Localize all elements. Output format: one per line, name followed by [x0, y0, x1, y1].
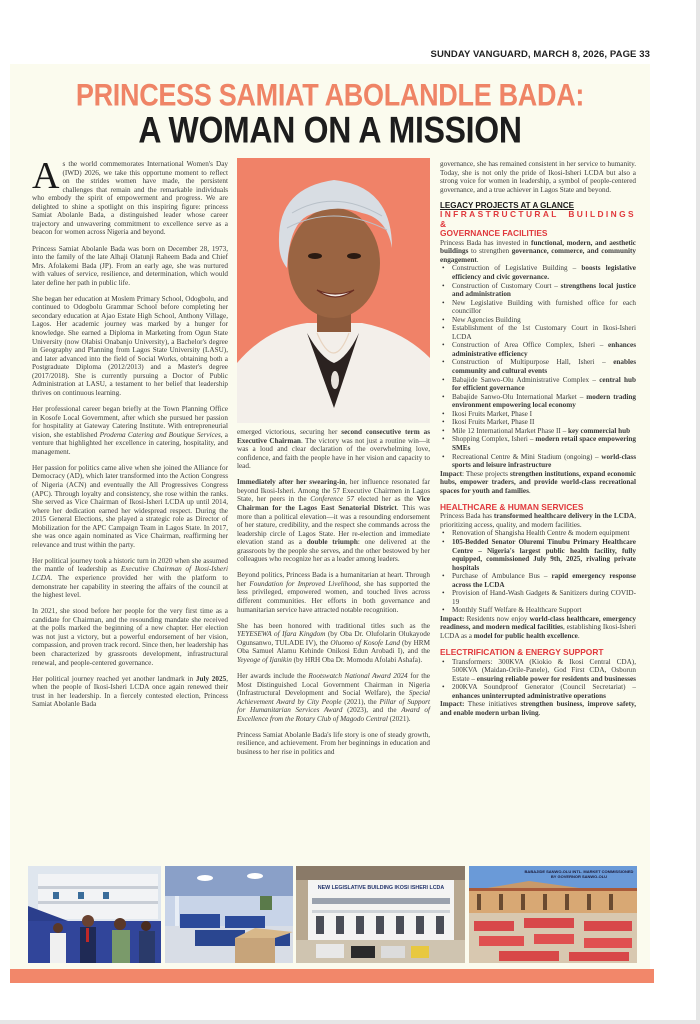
masthead: SUNDAY VANGUARD, MARCH 8, 2026, PAGE 33: [430, 49, 650, 60]
paragraph: [237, 478, 430, 563]
building-sign: NEW LEGISLATIVE BUILDING IKOSI ISHERI LCDA: [310, 883, 452, 894]
item-text: Renovation of Shangisha Health Centre & modern equipment: [452, 529, 630, 538]
energy-heading: ELECTRIFICATION & ENERGY SUPPORT: [440, 647, 604, 658]
paragraph-text: , she has supported the less privileged, empowered women, and touched lives across different communities. Her efforts in both governance and humanitarian service have attracted notable recognition.: [237, 579, 430, 614]
list-item: [452, 299, 636, 316]
bold-phrase: strengthen business, improve safety, and enable modern urban living: [440, 700, 636, 717]
list-item: [452, 658, 636, 684]
paragraph-text: (by HRM Oba Samuel Alamu Kehinde Onikosi Edun Arobadi I), and the: [237, 638, 430, 656]
paragraph-text: , a venture that highlighted her excellence in catering, hospitality, and management.: [32, 430, 228, 456]
bold-phrase: Vice Chairman for the Lagos East Senatorial District: [237, 495, 430, 512]
paragraph-text: : one delivered at the grassroots by the people she serves, and the other bestowed by her colleagues who recognize her as a leader among leaders.: [237, 538, 430, 564]
page-edge: [696, 0, 700, 1024]
photo-caption: BABAJIDE SANWO-OLU INTL. MARKET COMMISSIONED BY GOVERNOR SANWO-OLU: [524, 869, 634, 879]
healthcare-intro: [440, 512, 636, 529]
paragraph-text: , her influence resonated far beyond Ikosi-Isheri. Among the 57 Executive Chairmen in Lagos State, her peers in the: [237, 478, 431, 504]
item-text: 200KVA Soundproof Generator (Council Secretariat) –: [452, 683, 636, 692]
item-text: Construction of Area Office Complex, Isheri –: [452, 341, 609, 350]
list-item: [452, 453, 636, 470]
item-benefit: ensuring reliable power for residents and businesses: [476, 674, 636, 683]
paragraph-text: . This was more than a political elevation—it was a resounding endorsement of her stature, credibility, and the respect she commands across the leadership circle of Lagos State. Her re-election and immediate elevation stand as a: [237, 503, 430, 547]
item-text: Shopping Complex, Isheri –: [452, 435, 536, 444]
impact-label: Impact:: [440, 700, 465, 709]
italic-phrase: Special Achievement Award by City People: [237, 689, 430, 706]
italic-phrase: Oluomo of Kosofe Land: [330, 638, 400, 647]
list-item: [452, 316, 636, 325]
paragraph-text: Her awards include the: [237, 672, 309, 681]
paragraph-text: (by HRH Oba Dr. Momodu Afolabi Ashafa).: [291, 655, 423, 664]
item-benefit: enhances administrative efficiency: [452, 341, 636, 358]
impact-text: : These projects: [461, 469, 510, 478]
paragraph-text: s the world commemorates International Women's Day (IWD) 2026, we take this opportune moment to reflect on the strides women have made, the persistent challenges that remain and the remarkable individuals who embody the spirit of empowerment and progress. We are delighted to shine a spotlight on this inspiring figure: princess Samiat Abolanle Bada, a distinguished leader whose career trajectory and unwavering commitment to excellence serve as a beacon for women across Nigeria and beyond.: [32, 160, 228, 237]
bold-phrase: governance, commerce, and community engagement: [440, 247, 636, 264]
paragraph-text: elected her as the: [354, 495, 417, 504]
paragraph-text: Beyond politics, Princess Bada is a humanitarian at heart. Through her: [237, 571, 430, 588]
paragraph: governance, she has remained consistent in her service to humanity. Today, she is not only the pride of Ikosi-Isheri LCDA but also a strong voice for women in leadership, a symbol of people-centered governance, and a true achiever in Lagos State and beyond.: [440, 160, 636, 194]
bold-phrase: transformed healthcare delivery in the LCDA: [493, 512, 635, 521]
paragraph-text: for the Most Distinguished Local Government Chairman in Nigeria (Infrastructural Development and Social Welfare), the: [237, 672, 430, 698]
headline-line-1: PRINCESS SAMIAT ABOLANDLE BADA:: [75, 77, 585, 113]
paragraph: [32, 405, 228, 456]
italic-phrase: Award of Excellence from the Rotary Club of Magodo Central: [237, 706, 430, 723]
infrastructure-list: [440, 264, 636, 469]
headline-line-2: A WOMAN ON A MISSION: [138, 109, 522, 151]
infrastructure-impact: [440, 470, 636, 496]
bold-phrase: second consecutive term as Executive Chairman: [237, 428, 430, 445]
item-benefit: enables community and cultural events: [452, 358, 636, 376]
list-item: [452, 282, 636, 299]
healthcare-heading: HEALTHCARE & HUMAN SERVICES: [440, 501, 584, 512]
list-item: [452, 324, 636, 341]
legacy-projects-heading: LEGACY PROJECTS AT A GLANCE: [440, 200, 574, 210]
healthcare-impact: [440, 615, 636, 641]
paragraph: [32, 557, 228, 600]
impact-label: Impact:: [440, 614, 465, 623]
drop-cap: A: [32, 155, 60, 197]
item-text: Babajide Sanwo-Olu Administrative Complex –: [452, 375, 600, 384]
hospital-ward-photo: [165, 866, 293, 963]
item-text: Mile 12 International Market Phase II –: [452, 426, 568, 435]
infrastructure-heading-line-2: GOVERNANCE FACILITIES: [440, 228, 548, 239]
paragraph-text: . The experience provided her with the platform to demonstrate her capability in steering the affairs of the council at the highest level.: [32, 574, 228, 600]
intro-text: to strengthen: [468, 247, 512, 256]
impact-text: , establishing Ikosi-Isheri LCDA as a: [440, 623, 636, 640]
legislative-building-photo: [296, 866, 465, 963]
footer-accent-bar: [10, 969, 654, 983]
italic-phrase: Pillar of Support for Humanitarian Services Award: [237, 697, 430, 715]
item-benefit: 105-Bedded Senator Oluremi Tinubu Primary Healthcare Centre – Nigeria's largest public health facility, fully equipped, commissioned July 9th, 2025, rivaling private hospitals: [452, 537, 636, 572]
article-column-3: [440, 160, 636, 717]
article-column-1: [32, 155, 228, 716]
paragraph: [237, 672, 430, 723]
italic-phrase: Rootswatch National Award 2024: [308, 672, 408, 681]
energy-list: [440, 658, 636, 701]
paragraph-text: (2023), and the: [342, 706, 402, 715]
list-item: [452, 427, 636, 436]
paragraph-text: (by Oba Dr. Olufolarin Olukayode Ogunsanwo, TULADE IV), the: [237, 630, 431, 647]
paragraph: She began her education at Moslem Primary School, Odogbolu, and continued to Odogbolu Grammar School before completing her secondary education at Ajao Estate High School, Anthony Village, Lagos. Her academic journey was marked by a hunger for knowledge. She earned a Diploma in Marketing from Ogun State University (now Olabisi Onabanjo University), a Bachelor's degree in Geography and Planning from Lagos State University (LASU), and later advanced into the field of Social Works, obtaining both a Postgraduate Diploma (2012/2013) and a Master's degree (2017/2018). She is currently pursuing a Doctor of Public Administration at LASU, a testament to her belief that leadership thrives on continuous learning.: [32, 294, 228, 397]
healthcare-centre-illustration: [28, 866, 161, 963]
infrastructure-intro: [440, 239, 636, 265]
list-item: [452, 358, 636, 375]
impact-text: These initiatives: [464, 700, 521, 709]
page-edge-bottom: [0, 1020, 700, 1024]
paragraph-text: Her political journey took a historic turn in 2020 when she assumed the mantle of leadership as: [32, 556, 228, 574]
impact-text: .: [577, 631, 580, 640]
list-item: [452, 683, 636, 700]
list-item: [452, 418, 636, 427]
bold-phrase: strengthen institutions, expand economic hubs, empower traders, and provide world-class recreational spaces for youth and families: [440, 469, 636, 495]
item-benefit: boosts legislative efficiency and civic governance.: [452, 264, 636, 282]
item-benefit: world-class sports and leisure infrastructure: [452, 452, 636, 470]
item-text: Construction of Multipurpose Hall, Isheri –: [452, 358, 614, 367]
paragraph: In 2021, she stood before her people for the very first time as a candidate for Chairman, and the resounding mandate she received at the polls marked the beginning of a new chapter. Her election was not just a victory, but a powerful endorsement of her vision, compassion, and proven track record. Since then, her leadership has been characterized by grassroots development, infrastructural renewal, and people-centered governance.: [32, 607, 228, 667]
italic-phrase: Conference 57: [310, 495, 354, 504]
italic-phrase: Yeyeoge of Ijanikin: [237, 655, 292, 664]
paragraph-text: (2021), the: [341, 697, 380, 706]
paragraph: [237, 622, 430, 665]
paragraph-text: emerged victorious, securing her: [237, 428, 342, 436]
list-item: [452, 341, 636, 358]
paragraph-text: Her professional career began briefly at the Town Planning Office in Kosofe Local Government, after which she pursued her passion for hospitality at Gateway Catering Institute. With entrepreneurial vision, she established: [32, 405, 228, 439]
bold-phrase: double triumph: [306, 538, 358, 547]
item-benefit: central hub for efficient governance: [452, 375, 636, 393]
list-item: [452, 376, 636, 393]
market-complex-illustration: [469, 866, 637, 963]
item-text: Ikosi Fruits Market, Phase I: [452, 409, 533, 418]
list-item: [452, 589, 636, 606]
bold-phrase: model for public health excellence: [473, 631, 578, 640]
paragraph: [32, 155, 228, 237]
hospital-ward-illustration: [165, 866, 293, 963]
item-text: New Agencies Building: [452, 315, 521, 324]
healthcare-centre-photo: [28, 866, 161, 963]
italic-phrase: Foundation for Improved Livelihood: [249, 579, 360, 588]
item-text: Construction of Legislative Building –: [452, 264, 582, 273]
title-emphasis: Executive Chairman of Ikosi-Isheri LCDA: [32, 565, 228, 583]
healthcare-list: [440, 529, 636, 614]
impact-text: Residents now enjoy: [464, 614, 530, 623]
item-benefit: key commercial hub: [567, 426, 631, 435]
item-text: Ikosi Fruits Market, Phase II: [452, 418, 535, 427]
paragraph-text: She has been honored with traditional titles such as the: [237, 621, 430, 630]
item-text: Recreational Centre & Mini Stadium (ongoing) –: [452, 452, 602, 461]
paragraph: Princess Samiat Abolanle Bada was born on December 28, 1973, into the family of the late Alhaji Olatunji Raheem Bada and Chief Mrs. Afolakemi Bada (JP). From an early age, she was nurtured with values of service, resilience, and determination, which would later define her path in public life.: [32, 244, 228, 287]
item-text: Transformers: 300KVA (Kiokio & Ikosi Central CDA), 500KVA (Maidan-Orile-Panele), God First CDA, Osborun Estate –: [452, 657, 636, 683]
italic-phrase: YEYESEWA of Ifara Kingdom: [237, 630, 326, 639]
paragraph-text: Her political journey reached yet another landmark in: [32, 674, 196, 683]
date-emphasis: July 2025: [195, 674, 227, 683]
impact-text: .: [538, 708, 541, 717]
list-item: [452, 410, 636, 419]
item-text: Monthly Staff Welfare & Healthcare Support: [452, 606, 582, 615]
portrait-illustration: [237, 158, 430, 423]
impact-label: Impact: [440, 469, 462, 478]
item-text: Establishment of the 1st Customary Court in Ikosi-Isheri LCDA: [452, 324, 636, 341]
item-text: Construction of Customary Court –: [452, 281, 561, 290]
list-item: [452, 264, 636, 281]
item-benefit: modern trading environment empowering local economy: [452, 392, 637, 410]
intro-text: Princess Bada has: [440, 512, 494, 521]
paragraph-text: . The victory was not just a routine win—it was a loud and clear declaration of the overwhelming love, confidence, and faith the people have in her vision and capacity to lead.: [237, 436, 430, 471]
impact-text: .: [528, 486, 531, 495]
item-text: Purchase of Ambulance Bus –: [452, 572, 552, 581]
business-name: Prodema Catering and Boutique Services: [99, 430, 221, 439]
bold-phrase: Immediately after her swearing-in: [237, 478, 346, 487]
item-text: Babajide Sanwo-Olu International Market –: [452, 392, 587, 401]
item-benefit: modern retail space empowering SMEs: [452, 435, 637, 452]
list-item: [452, 538, 636, 572]
paragraph: [237, 571, 430, 614]
infrastructure-heading: INFRASTRUCTURAL BUILDINGS &: [440, 209, 636, 229]
market-complex-photo: [469, 866, 637, 963]
paragraph: [237, 428, 430, 471]
paragraph: Her passion for politics came alive when she joined the Alliance for Democracy (AD), which later transformed into the Action Congress of Nigeria (ACN) and eventually the All Progressives Congress (APC). Through loyalty and consistency, she rose within the ranks. She served as Vice Chairman of Ikosi-Isheri LCDA up until 2014, where her dedication earned her widespread respect. During the 2015 General Elections, she played a strategic role as Director of Mobilization for the APC Campaign Team in Lagos State. In 2017, she was once again nominated as Vice Chairman, reaffirming her relevance and trust within the party.: [32, 463, 228, 549]
list-item: [452, 606, 636, 615]
paragraph-text: , when the people of Ikosi-Isheri LCDA once again renewed their trust in her leadership. In a fiercely contested election, Princess Samiat Abolanle Bada: [32, 674, 228, 709]
article-column-2: [237, 428, 430, 764]
paragraph: [32, 675, 228, 709]
intro-text: Princess Bada has invested in: [440, 238, 532, 247]
list-item: [452, 393, 636, 410]
item-text: New Legislative Building with furnished office for each councillor: [452, 298, 636, 316]
intro-text: , prioritizing access, quality, and modern facilities.: [440, 512, 636, 529]
paragraph-text: (2021).: [387, 714, 411, 723]
intro-text: .: [476, 255, 479, 264]
legislative-building-illustration: [296, 866, 465, 963]
list-item: [452, 572, 636, 589]
item-benefit: rapid emergency response across the LCDA: [452, 572, 636, 589]
bold-phrase: world-class healthcare, emergency readiness, and modern medical facilities: [440, 614, 636, 632]
paragraph: Princess Samiat Abolanle Bada's life story is one of steady growth, resilience, and achievement. From her beginnings in education and business to her rise in politics and: [237, 730, 430, 757]
list-item: [452, 529, 636, 538]
list-item: [452, 435, 636, 452]
bold-phrase: functional, modern, and aesthetic buildings: [440, 238, 636, 256]
item-benefit: enhances uninterrupted administrative operations: [452, 691, 606, 700]
item-benefit: strengthens local justice and administration: [452, 281, 636, 299]
portrait-photo: [237, 158, 430, 423]
item-text: Provision of Hand-Wash Gadgets & Sanitizers during COVID-19: [452, 589, 636, 606]
energy-impact: [440, 700, 636, 717]
